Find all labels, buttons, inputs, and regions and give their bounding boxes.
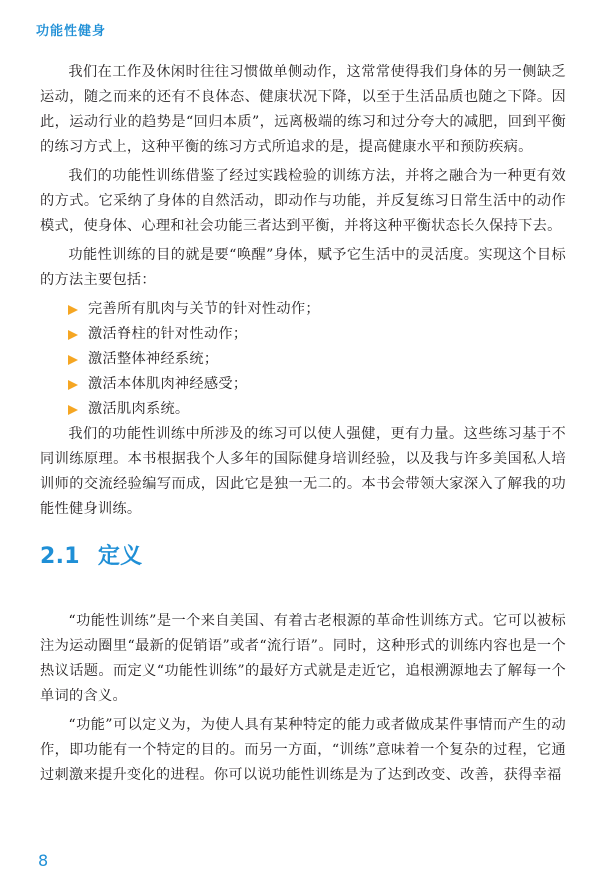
- intro-paragraph: 功能性训练的目的就是要“唤醒”身体，赋予它生活中的灵活度。实现这个目标的方法主要包括：: [40, 247, 566, 288]
- intro-paragraph: 我们在工作及休闲时往往习惯做单侧动作，这常常使得我们身体的另一侧缺乏运动，随之而来的还有不良体态、健康状况下降，以至于生活品质也随之下降。因此，运动行业的趋势是“回归本质”，远离极端的练习和过分夸大的减肥，回到平衡的练习方式上，这种平衡的练习方式所追求的是，提高健康水平和预防疾病。: [40, 64, 566, 155]
- orange-arrow-bullet-icon: [68, 305, 78, 315]
- section-paragraph: “功能性训练”是一个来自美国、有着古老根源的革命性训练方式。它可以被标注为运动圈里“最新的促销语”或者“流行语”。同时，这种形式的训练内容也是一个热议话题。而定义“功能性训练”的最好方式就是走近它，追根溯源地去了解每一个单词的含义。: [40, 613, 566, 704]
- closing-paragraph: 我们的功能性训练中所涉及的练习可以使人强健，更有力量。这些练习基于不同训练原理。本书根据我个人多年的国际健身培训经验，以及我与许多美国私人培训师的交流经验编写而成，因此它是独一无二的。本书会带领大家深入了解我的功能性健身训练。: [40, 426, 566, 517]
- orange-arrow-bullet-icon: [68, 355, 78, 365]
- list-item-text: 激活脊柱的针对性动作；: [88, 326, 248, 342]
- list-item: [68, 347, 566, 372]
- list-item: [68, 397, 566, 422]
- section-number: 2.1: [40, 544, 80, 569]
- section-paragraph: “功能”可以定义为，为使人具有某种特定的能力或者做成某件事情而产生的动作，即功能有一个特定的目的。而另一方面，“训练”意味着一个复杂的过程，它通过刺激来提升变化的进程。你可以说功能性训练是为了达到改变、改善，获得幸福: [40, 717, 566, 783]
- orange-arrow-bullet-icon: [68, 380, 78, 390]
- page-number: 8: [38, 851, 49, 870]
- section-heading: [40, 544, 566, 569]
- orange-arrow-bullet-icon: [68, 405, 78, 415]
- section-title: 定义: [97, 544, 143, 569]
- list-item: [68, 372, 566, 397]
- method-list: [40, 297, 566, 422]
- intro-paragraph: 我们的功能性训练借鉴了经过实践检验的训练方法，并将之融合为一种更有效的方式。它采纳了身体的自然活动，即动作与功能，并反复练习日常生活中的动作模式，使身体、心理和社会功能三者达到平衡，并将这种平衡状态长久保持下去。: [40, 168, 566, 234]
- list-item: [68, 297, 566, 322]
- list-item-text: 激活肌肉系统。: [88, 401, 190, 417]
- list-item-text: 完善所有肌肉与关节的针对性动作；: [88, 301, 320, 317]
- page-body: [40, 60, 566, 792]
- orange-arrow-bullet-icon: [68, 330, 78, 340]
- list-item-text: 激活整体神经系统；: [88, 351, 219, 367]
- running-header-title: 功能性健身: [36, 24, 107, 39]
- list-item-text: 激活本体肌肉神经感受；: [88, 376, 248, 392]
- list-item: [68, 322, 566, 347]
